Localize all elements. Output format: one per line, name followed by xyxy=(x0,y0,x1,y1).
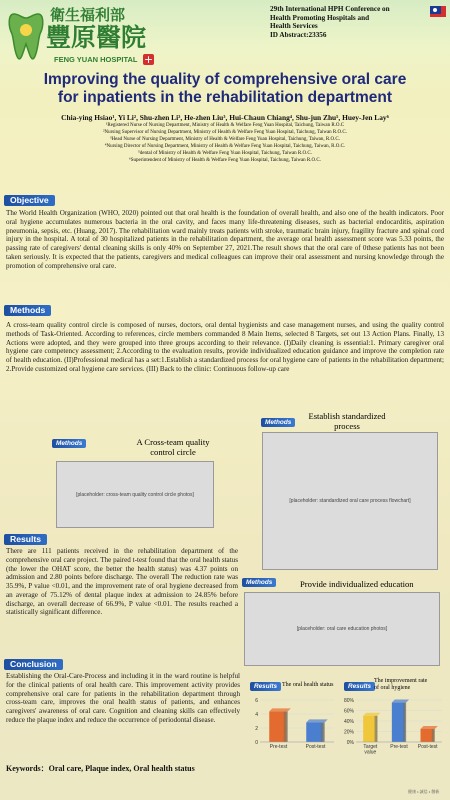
chart-category-label: value xyxy=(364,749,377,756)
figure-process-title-2: process xyxy=(334,421,360,431)
chart-improvement-title-1: The improvement rate xyxy=(374,678,428,684)
chart-category-label: Post-test xyxy=(305,744,326,750)
affiliations xyxy=(0,123,450,164)
chart-improvement-svg xyxy=(342,694,446,760)
footer-slogan: 健康 • 誠信 • 創新 xyxy=(408,789,440,794)
authors: Chia-ying Hsiao¹, Yi Li², Shu-zhen Li³, He-zhen Liu³, Hui-Chaun Chiang⁴, Shu-jun Zhu⁵, Huey-Jen Lay⁶ xyxy=(61,113,389,122)
conference-line: 29th International HPH Conference on xyxy=(270,5,390,13)
taiwan-flag-icon xyxy=(430,6,446,17)
chart-bar-top xyxy=(269,708,291,711)
methods-heading: Methods xyxy=(4,305,51,316)
education-photos-placeholder: [placeholder: oral care education photos] xyxy=(244,592,440,666)
logo-cn-main: 豐原醫院 xyxy=(46,24,147,52)
conclusion-heading: Conclusion xyxy=(4,659,63,670)
conclusion-text: Establishing the Oral-Care-Process and including it in the ward routine is helpful for the clinical patients of oral health care. This improvement activity provides comprehensive oral care for patients in the rehabilitation department through cross-team care, improves the oral health status of patients, and enhances caregivers' awareness of oral care. Cognition and cleaning skills can effectively reduce the plaque index and reduce the occurrence of periodontal disease. xyxy=(6,672,240,724)
results-tag: Results xyxy=(344,682,375,691)
chart-ytick-label: 80% xyxy=(343,697,354,704)
methods-tag: Methods xyxy=(242,578,276,587)
affiliation-line: ³Head Nurse of Nursing Department, Ministry of Health & Welfare Feng Yuan Hospital, Taichung, Taiwan, R.O.C. xyxy=(110,136,340,142)
affiliation-line: ¹Registered Nurse of Nursing Department, Ministry of Health & Welfare Feng Yuan Hospital, Taichung, Taiwan R.O.C xyxy=(105,123,345,128)
affiliation-line: ²Nursing Supervisor of Nursing Department, Ministry of Health & Welfare Feng Yuan Hospital, Taichung, Taiwan R.O.C. xyxy=(103,129,347,135)
results-chart-improvement xyxy=(342,676,446,760)
logo-cross-icon: + xyxy=(143,53,154,66)
figure-circle-title-1: A Cross-team quality xyxy=(136,437,210,447)
chart-bar-top xyxy=(306,719,328,722)
logo-en: FENG YUAN HOSPITAL xyxy=(54,55,138,64)
chart-bar xyxy=(363,716,377,742)
figure-circle-title-2: control circle xyxy=(150,447,196,457)
chart-bar xyxy=(421,729,435,742)
chart-ytick-label: 6 xyxy=(255,697,258,704)
keywords: Keywords：Oral care, Plaque index, Oral health status xyxy=(6,764,195,773)
results-text: There are 111 patients received in the rehabilitation department of the comprehensive oral care project. The paired t-test found that the oral health status (the lower the OHAT score, the better the health status) was 4.37 points on admission and 2.80 points before discharge. The overall The reduction rate was 35.9%, P value <0.01, and the improvement rate of oral hygiene decreased from an average of 75.12% of dental plaque index at admission to 24.85% before discharge, an overall decrease of 66.9%, P value <0.01. The results reached a statistically significant difference. xyxy=(6,547,238,617)
chart-ytick-label: 0% xyxy=(346,739,354,746)
chart-bar xyxy=(392,703,406,742)
methods-text: A cross-team quality control circle is composed of nurses, doctors, oral dental hygienists and case management nurses, and using the quality control methods of Task-Oriented. According to references, circle members commanded 8 Main Items, selected 8 Targets, set out 13 Action Plans. Finally, 13 Actions were adopted, and they were grouped into three groups according to their relevance. (I)Daily cleaning is essential:1. Primary caregiver oral hygiene care competency assessment; 2.According to the evaluation results, provide individualized education guidance and improve the completion rate of health education. (II)Professional medical has a set:1.Establish a standardized process for oral hygiene care of patients in the rehabilitation department; 2.Provide customized oral hygiene care services. (III) Back to the clinic: Continuous follow-up care xyxy=(6,321,444,373)
abstract-id: ID Abstract:23356 xyxy=(270,30,327,39)
chart-oral-health-title: The oral health status xyxy=(282,682,334,688)
conference-line: Health Promoting Hospitals and xyxy=(270,13,370,22)
results-tag: Results xyxy=(250,682,281,691)
chart-ytick-label: 60% xyxy=(343,708,354,715)
chart-improvement-title-2: of oral hygiene xyxy=(374,685,411,691)
chart-bar-top xyxy=(421,726,438,729)
chart-ytick-label: 4 xyxy=(255,711,258,718)
chart-ytick-label: 0 xyxy=(255,739,258,746)
circle-photos-placeholder: [placeholder: cross-team quality control circle photos] xyxy=(56,461,214,528)
hospital-logo xyxy=(6,6,156,68)
figure-education-title: Provide individualized education xyxy=(300,579,414,589)
figure-process-title-1: Establish standardized xyxy=(308,411,386,421)
logo-cn-top: 衛生福利部 xyxy=(50,7,126,24)
affiliation-line: ⁶Superintendent of Ministry of Health & Welfare Feng Yuan Hospital, Taichung, Taiwan R.O.C. xyxy=(129,157,321,163)
chart-category-label: Pre-test xyxy=(269,744,288,750)
poster-title-line-2: for inpatients in the rehabilitation department xyxy=(57,89,393,106)
results-heading: Results xyxy=(4,534,47,545)
chart-category-label: Pre-test xyxy=(390,744,408,750)
process-flowchart-placeholder: [placeholder: standardized oral care process flowchart] xyxy=(262,432,438,570)
chart-category-label: Post-test xyxy=(417,744,438,750)
objective-text: The World Health Organization (WHO, 2020) pointed out that oral health is the foundation of overall health, and also one of the health indicators. Poor oral hygiene accumulates numerous bacteria in the oral cavity, and faces many life-threatening diseases, such as bacterial endocarditis, aspiration pneumonia, sepsis, etc. (Huang, 2017). The rehabilitation ward mainly treats patients with stroke, traumatic brain injury, fragility fracture and spinal cord injury in the hospital. A total of 30 hospitalized patients in the rehabilitation department, the average oral health assessment score was 5.33 points, the passing rate of caregivers' dental cleaning skills is only 40% on September 27, 2021.The result shows that the oral care of 0these patients has not been taken seriously. It is expected that the patients, caregivers and medical colleagues can improve their oral assessment and nursing knowledge through the promotion of comprehensive oral care. xyxy=(6,209,444,270)
methods-tag: Methods xyxy=(261,418,295,427)
objective-heading: Objective xyxy=(4,195,55,206)
chart-bar-top xyxy=(363,713,380,716)
chart-category-label: Target xyxy=(363,744,378,750)
methods-tag: Methods xyxy=(52,439,86,448)
chart-bar xyxy=(306,722,325,742)
results-chart-oral-health xyxy=(248,678,338,758)
chart-ytick-label: 40% xyxy=(343,718,354,725)
logo-tooth-icon xyxy=(6,8,48,64)
affiliation-line: ⁵dental of Ministry of Health & Welfare Feng Yuan Hospital, Taichung, Taiwan R.O.C. xyxy=(138,150,312,156)
chart-ytick-label: 2 xyxy=(255,725,258,732)
chart-oral-health-svg xyxy=(248,694,338,758)
poster-title-line-1: Improving the quality of comprehensive oral care xyxy=(43,71,407,88)
chart-bar xyxy=(269,711,288,742)
chart-ytick-label: 20% xyxy=(343,729,354,736)
affiliation-line: ⁴Nursing Director of Nursing Department, Ministry of Health & Welfare Feng Yuan Hospital, Taichung, Taiwan, R.O.C. xyxy=(104,143,346,149)
conference-info xyxy=(270,5,428,39)
conference-line: Health Services xyxy=(270,22,318,31)
chart-bar-top xyxy=(392,700,409,703)
